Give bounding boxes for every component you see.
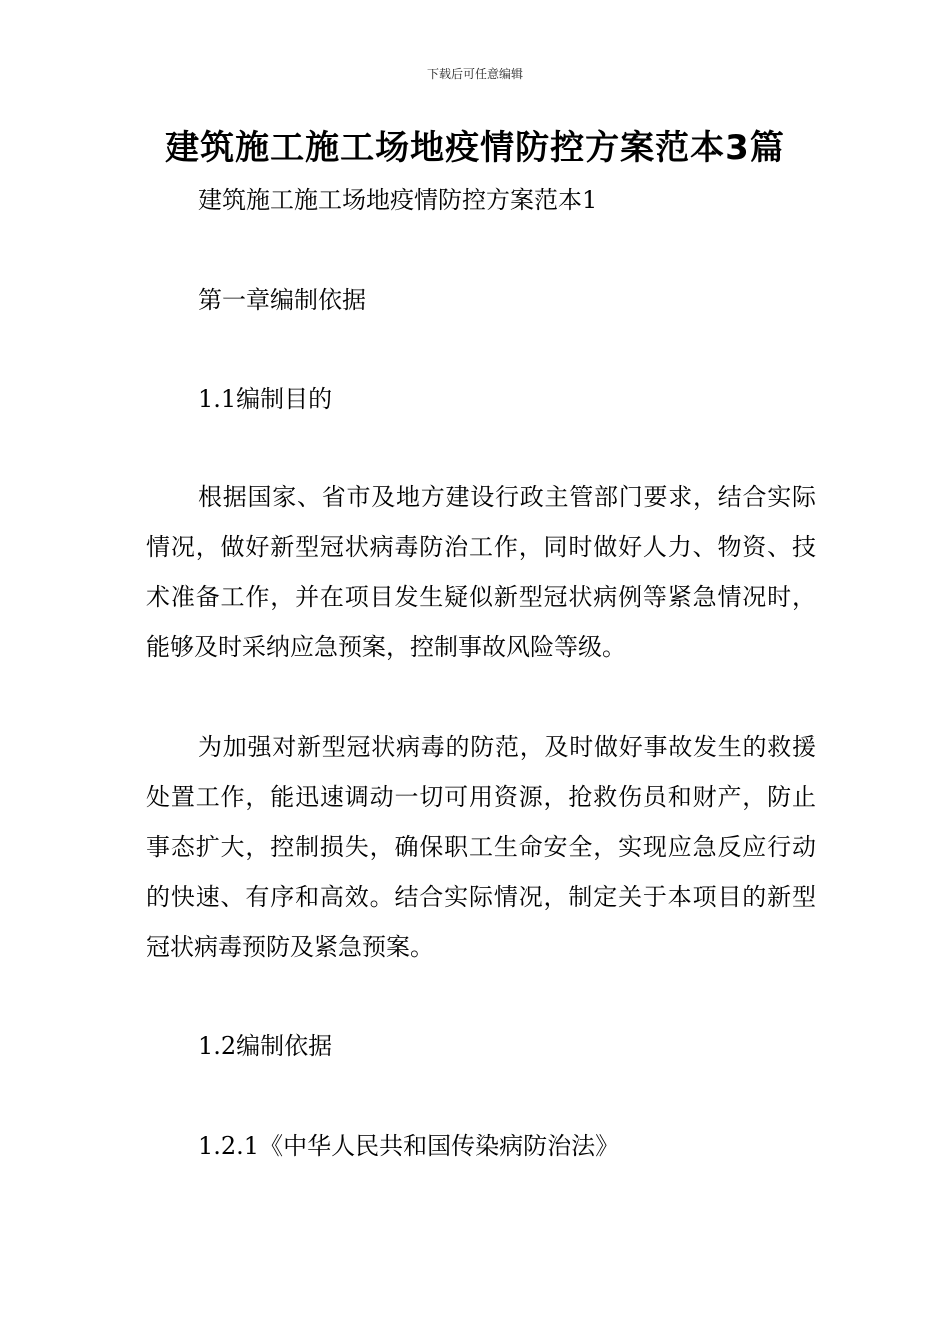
section-heading-1-2: 1.2编制依据 bbox=[198, 1032, 333, 1060]
document-subtitle: 建筑施工施工场地疫情防控方案范本1 bbox=[198, 186, 598, 214]
paragraph-emergency-response: 为加强对新型冠状病毒的防范，及时做好事故发生的救援处置工作，能迅速调动一切可用资源，抢救伤员和财产，防止事态扩大，控制损失，确保职工生命安全，实现应急反应行动的快速、有序和高效。结合实际情况，制定关于本项目的新型冠状病毒预防及紧急预案。 bbox=[146, 733, 816, 961]
chapter-heading: 第一章编制依据 bbox=[198, 286, 366, 314]
section-heading-1-1: 1.1编制目的 bbox=[198, 385, 333, 413]
section-heading-1-2-1: 1.2.1《中华人民共和国传染病防治法》 bbox=[198, 1132, 620, 1160]
document-title: 建筑施工施工场地疫情防控方案范本3篇 bbox=[165, 128, 785, 168]
header-note: 下载后可任意编辑 bbox=[426, 67, 523, 81]
paragraph-purpose: 根据国家、省市及地方建设行政主管部门要求，结合实际情况，做好新型冠状病毒防治工作，同时做好人力、物资、技术准备工作，并在项目发生疑似新型冠状病例等紧急情况时，能够及时采纳应急预案，控制事故风险等级。 bbox=[146, 483, 816, 661]
